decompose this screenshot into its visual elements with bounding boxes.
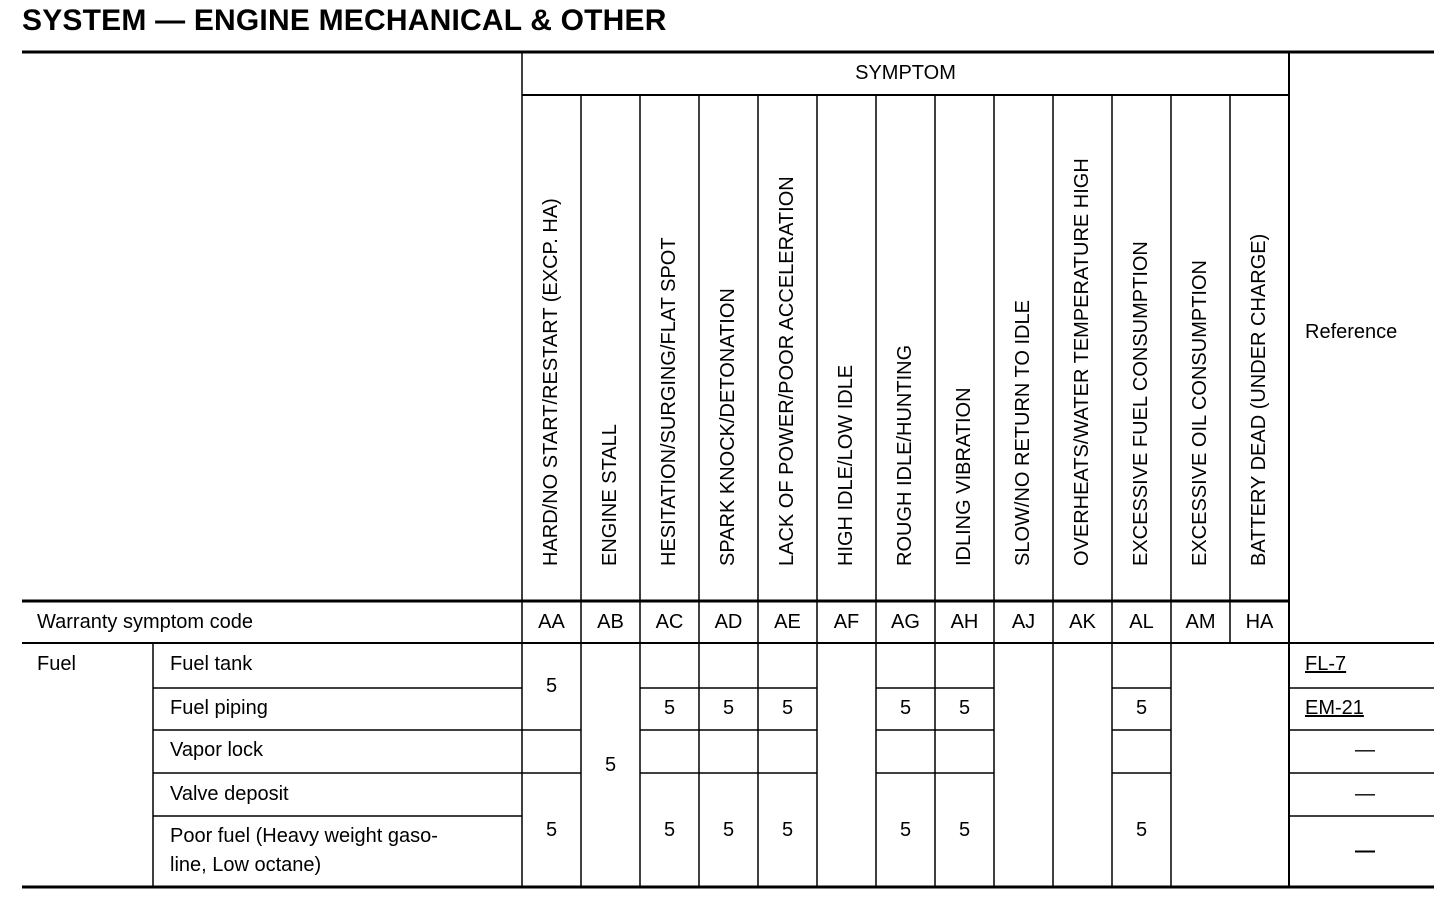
- symptom-col-ac: HESITATION/SURGING/FLAT SPOT: [658, 237, 680, 566]
- item-fuel-piping: Fuel piping: [170, 697, 268, 719]
- mark-al-piping: 5: [1135, 697, 1148, 719]
- symptom-col-ha: BATTERY DEAD (UNDER CHARGE): [1248, 233, 1270, 566]
- mark-ah-deposit-poor: 5: [958, 819, 971, 841]
- mark-aa-deposit-poor: 5: [545, 819, 558, 841]
- symptom-col-ad: SPARK KNOCK/DETONATION: [717, 288, 739, 566]
- mark-ae-deposit-poor: 5: [781, 819, 794, 841]
- mark-aa-tank-piping: 5: [545, 675, 558, 697]
- code-aa: AA: [538, 611, 565, 633]
- symptom-col-ah: IDLING VIBRATION: [953, 387, 975, 566]
- item-fuel-tank: Fuel tank: [170, 653, 253, 675]
- code-ae: AE: [774, 611, 801, 633]
- symptom-col-am: EXCESSIVE OIL CONSUMPTION: [1189, 260, 1211, 566]
- code-aj: AJ: [1011, 611, 1036, 633]
- mark-ae-piping: 5: [781, 697, 794, 719]
- mark-ad-piping: 5: [722, 697, 735, 719]
- reference-link-em-21[interactable]: EM-21: [1305, 697, 1364, 719]
- code-ha: HA: [1245, 611, 1274, 633]
- mark-ab-all: 5: [604, 754, 617, 776]
- page-title: SYSTEM — ENGINE MECHANICAL & OTHER: [22, 4, 667, 37]
- mark-ac-piping: 5: [663, 697, 676, 719]
- reference-none-poor-fuel: —: [1355, 840, 1375, 862]
- code-ah: AH: [950, 611, 979, 633]
- item-vapor-lock: Vapor lock: [170, 739, 264, 761]
- code-am: AM: [1185, 611, 1216, 633]
- symptom-header: SYMPTOM: [855, 62, 956, 84]
- reference-none-valve-deposit: —: [1355, 783, 1375, 805]
- mark-al-deposit-poor: 5: [1135, 819, 1148, 841]
- mark-ah-piping: 5: [958, 697, 971, 719]
- item-poor-fuel-line2: line, Low octane): [170, 854, 322, 876]
- mark-ad-deposit-poor: 5: [722, 819, 735, 841]
- item-poor-fuel-line1: Poor fuel (Heavy weight gaso-: [170, 825, 438, 847]
- warranty-label: Warranty symptom code: [37, 611, 253, 633]
- symptom-col-aa: HARD/NO START/RESTART (EXCP. HA): [540, 198, 562, 566]
- item-valve-deposit: Valve deposit: [170, 783, 289, 805]
- symptom-col-ab: ENGINE STALL: [599, 424, 621, 566]
- mark-ag-deposit-poor: 5: [899, 819, 912, 841]
- symptom-col-aj: SLOW/NO RETURN TO IDLE: [1012, 300, 1034, 566]
- code-ak: AK: [1069, 611, 1096, 633]
- mark-ag-piping: 5: [899, 697, 912, 719]
- group-label-fuel: Fuel: [37, 653, 76, 675]
- code-ad: AD: [714, 611, 743, 633]
- symptom-col-af: HIGH IDLE/LOW IDLE: [835, 364, 857, 566]
- code-al: AL: [1129, 611, 1154, 633]
- reference-link-fl-7[interactable]: FL-7: [1305, 653, 1347, 675]
- code-ab: AB: [597, 611, 624, 633]
- symptom-col-ak: OVERHEATS/WATER TEMPERATURE HIGH: [1071, 158, 1093, 566]
- code-af: AF: [833, 611, 860, 633]
- symptom-col-ag: ROUGH IDLE/HUNTING: [894, 344, 916, 566]
- reference-header: Reference: [1305, 321, 1398, 343]
- symptom-col-al: EXCESSIVE FUEL CONSUMPTION: [1130, 241, 1152, 566]
- code-ac: AC: [655, 611, 684, 633]
- code-ag: AG: [891, 611, 920, 633]
- symptom-col-ae: LACK OF POWER/POOR ACCELERATION: [776, 176, 798, 566]
- mark-ac-deposit-poor: 5: [663, 819, 676, 841]
- reference-none-vapor-lock: —: [1355, 739, 1375, 761]
